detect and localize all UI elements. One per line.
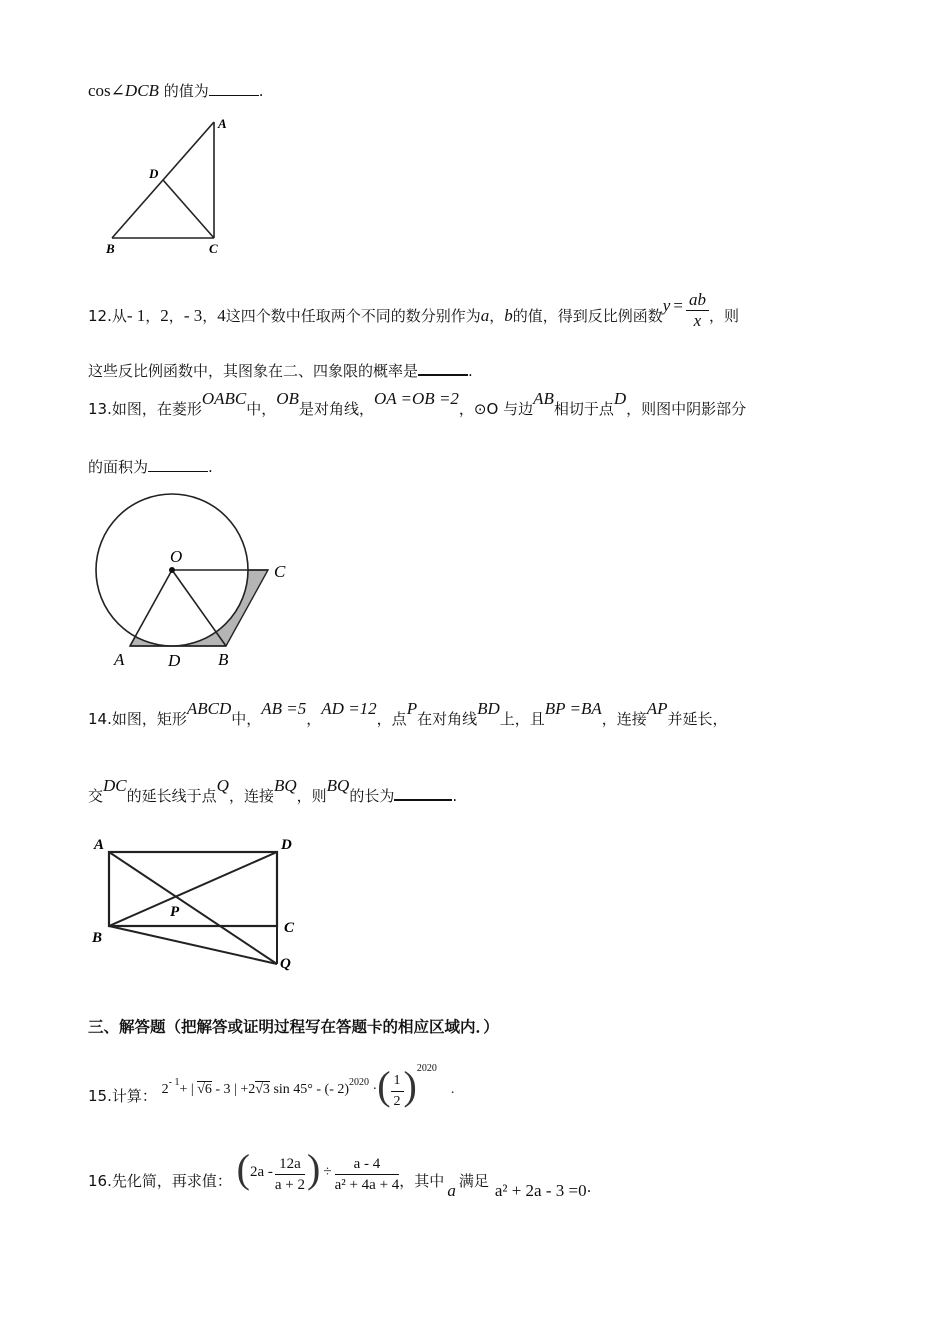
label-a: A — [218, 116, 227, 131]
q11-dcb: DCB — [124, 81, 159, 100]
q13-line2: 的面积为 . — [88, 458, 213, 476]
q16-condition: a² + 2a - 3 =0 — [494, 1180, 587, 1200]
q15-expression: $2^{- 1}+$ | √6 - 3 | +2√3 sin 45° - (- 2)$^{2020}$ ·( $\frac{1}{2}$ )$^{2020}$. — [162, 1082, 455, 1097]
q12-var-y: y — [662, 296, 671, 315]
q14-bq-2: BQ — [326, 776, 350, 795]
q13-point-d: D — [613, 389, 627, 408]
q14-bp-ba: BP =BA — [544, 699, 602, 718]
q14-rect-abcd: ABCD — [186, 699, 232, 718]
label-b: B — [106, 241, 115, 256]
segment-dc — [163, 180, 214, 238]
q16-var-a: a — [447, 1180, 456, 1200]
q14-point-q: Q — [216, 776, 229, 795]
segment-aq — [109, 852, 277, 964]
label-d: D — [149, 166, 159, 181]
q14-ad-value: AD =12 — [321, 699, 377, 718]
q14-answer-blank[interactable] — [394, 785, 452, 801]
q12-number-3: - 3 — [183, 306, 203, 325]
q12-fraction: $\frac{ab}{x}$ — [686, 290, 709, 331]
q15-problem: 15.计算： $2^{- 1}+$ | √6 - 3 | +2√3 sin 45° - (- 2)$^{2020}$ ·( $\frac{1}{2}$ )$^{2020}$. — [88, 1052, 454, 1099]
q16-expression: (2a - $\frac{12a}{a + 2}$ ) ÷ $\frac{a - 4}{\text{a² + 4a + 4}}$ — [236, 1146, 400, 1193]
q14-rectangle-figure — [88, 830, 308, 976]
label-d: D — [281, 837, 292, 853]
q11-answer-blank[interactable] — [209, 81, 259, 96]
label-a: A — [94, 837, 105, 853]
q16-fraction-2: $\frac{a - 4}{\text{a² + 4a + 4}}$ — [334, 1156, 400, 1193]
q13-ab: AB — [533, 389, 554, 408]
label-c: C — [209, 241, 218, 256]
segment-bq — [109, 926, 277, 964]
q14-line2: 交DC的延长线于点Q，连接BQ，则BQ的长为 . — [88, 776, 458, 805]
q11-cos: cos — [88, 81, 111, 100]
label-c: C — [284, 920, 295, 936]
q13-equation: OA =OB =2 — [373, 389, 459, 408]
q12-number-2: 2 — [160, 306, 169, 325]
q12-line1: 12.从- 1，2，- 3，4这四个数中任取两个不同的数分别作为a，b的值，得到反比例函数y = $\frac{ab}{x}$ ，则 — [88, 290, 739, 330]
label-a: A — [114, 650, 125, 669]
label-o: O — [170, 547, 183, 566]
q13-answer-blank[interactable] — [148, 457, 208, 472]
q12-var-a: a — [480, 306, 490, 325]
label-b: B — [218, 650, 229, 669]
segment-bd — [109, 852, 277, 926]
q14-line1: 14.如图，矩形ABCD中，AB =5，AD =12，点P在对角线BD上，且BP =BA，连接AP并延长， — [88, 699, 728, 728]
q14-bd: BD — [477, 699, 500, 718]
q11-text: cos∠DCB 的值为 . — [88, 81, 264, 100]
center-point — [169, 567, 175, 573]
label-d: D — [168, 651, 181, 670]
q12-var-b: b — [504, 306, 513, 325]
label-b: B — [92, 930, 103, 946]
q14-dc: DC — [103, 776, 127, 795]
label-q: Q — [280, 956, 291, 972]
q12-number-1: - 1 — [126, 306, 146, 325]
q14-bq: BQ — [273, 776, 297, 795]
q16-problem: 16.先化简，再求值： (2a - $\frac{12a}{a + 2}$ ) ÷ $\frac{a - 4}{\text{a² + 4a + 4}}$ ，其中 a 满足 a² + 2a - 3 =0. — [88, 1146, 592, 1200]
label-p: P — [170, 904, 180, 920]
q15-half-fraction: $\frac{1}{2}$ — [391, 1071, 404, 1112]
q11-tail: 的值为 — [158, 82, 209, 100]
q11-triangle-figure — [100, 112, 240, 260]
q14-ap: AP — [646, 699, 668, 718]
q12-number-4: 4 — [217, 306, 226, 325]
label-c: C — [274, 562, 286, 581]
q13-rhombus-oabc: OABC — [201, 389, 247, 408]
q14-point-p: P — [406, 699, 418, 718]
q13-line1: 13.如图，在菱形OABC中，OB是对角线，OA =OB =2，⊙O 与边AB相切于点D，则图中阴影部分 — [88, 389, 747, 418]
q13-ob: OB — [276, 389, 299, 408]
q12-line2: 这些反比例函数中，其图象在二、四象限的概率是 . — [88, 362, 473, 380]
q14-ab-value: AB =5 — [261, 699, 307, 718]
q11-angle-symbol: ∠ — [110, 81, 125, 100]
q12-answer-blank[interactable] — [418, 360, 468, 376]
q16-fraction-1: $\frac{12a}{a + 2}$ — [274, 1156, 305, 1193]
section-3-heading: 三、解答题（把解答或证明过程写在答题卡的相应区域内．） — [88, 1018, 499, 1036]
q13-circle-rhombus-figure — [90, 488, 300, 672]
